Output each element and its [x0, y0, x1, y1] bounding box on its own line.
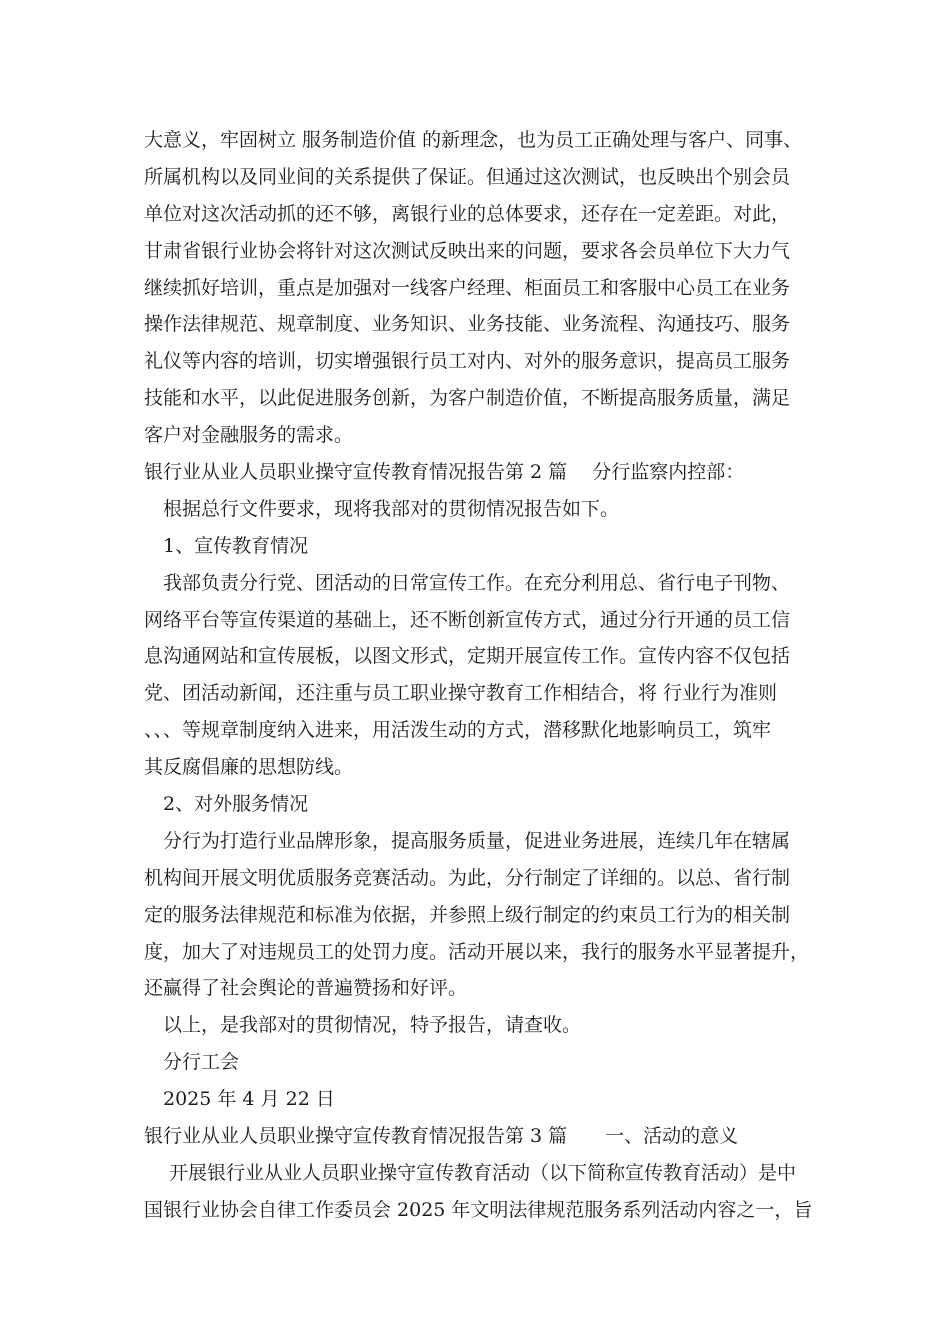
document-body [144, 122, 813, 1229]
body-line: 单位对这次活动抓的还不够，离银行业的总体要求，还存在一定差距。对此， [144, 202, 791, 225]
body-line: 党、团活动新闻，还注重与员工职业操守教育工作相结合，将 行业行为准则 [144, 682, 778, 705]
body-line: 大意义，牢固树立 服务制造价值 的新理念，也为员工正确处理与客户、同事、 [144, 129, 803, 151]
body-line: 还赢得了社会舆论的普遍赞扬和好评。 [144, 977, 468, 1000]
body-line: 操作法律规范、规章制度、业务知识、业务技能、业务流程、沟通技巧、服务 [144, 313, 791, 336]
signature-organization: 分行工会 [144, 1051, 240, 1074]
body-line: 甘肃省银行业协会将针对这次测试反映出来的问题，要求各会员单位下大力气 [144, 239, 791, 262]
subheading: 1、宣传教育情况 [144, 534, 309, 557]
subheading: 2、对外服务情况 [144, 793, 309, 816]
body-line: 根据总行文件要求，现将我部对的贯彻情况报告如下。 [144, 497, 620, 520]
body-line: 礼仪等内容的培训，切实增强银行员工对内、对外的服务意识，提高员工服务 [144, 350, 791, 373]
body-line: 机构间开展文明优质服务竞赛活动。为此，分行制定了详细的。以总、省行制 [144, 866, 791, 889]
body-line: 继续抓好培训，重点是加强对一线客户经理、柜面员工和客服中心员工在业务 [144, 276, 791, 299]
body-line: 息沟通网站和宣传展板，以图文形式，定期开展宣传工作。宣传内容不仅包括 [144, 645, 791, 668]
section-heading-3: 银行业从业人员职业操守宣传教育情况报告第 3 篇 一、活动的意义 [144, 1125, 739, 1148]
body-line: 技能和水平，以此促进服务创新，为客户制造价值，不断提高服务质量，满足 [144, 387, 791, 410]
body-line: 开展银行业从业人员职业操守宣传教育活动（以下简称宣传教育活动）是中 [144, 1161, 797, 1184]
body-line: 其反腐倡廉的思想防线。 [144, 756, 354, 779]
section-heading-2: 银行业从业人员职业操守宣传教育情况报告第 2 篇 分行监察内控部： [144, 461, 745, 484]
body-line: 定的服务法律规范和标准为依据，并参照上级行制定的约束员工行为的相关制 [144, 903, 791, 926]
body-line: 分行为打造行业品牌形象，提高服务质量，促进业务进展，连续几年在辖属 [144, 829, 791, 852]
signature-date: 2025 年 4 月 22 日 [144, 1088, 335, 1111]
body-line: 以上，是我部对的贯彻情况，特予报告，请查收。 [144, 1014, 582, 1037]
body-line: 度，加大了对违规员工的处罚力度。活动开展以来，我行的服务水平显著提升， [144, 940, 810, 963]
body-line: 客户对金融服务的需求。 [144, 424, 354, 447]
body-line: 、、、等规章制度纳入进来，用活泼生动的方式，潜移默化地影响员工，筑牢 [144, 719, 772, 742]
body-line: 我部负责分行党、团活动的日常宣传工作。在充分利用总、省行电子刊物、 [144, 571, 791, 594]
body-line: 所属机构以及同业间的关系提供了保证。但通过这次测试，也反映出个别会员 [144, 165, 791, 188]
body-line: 网络平台等宣传渠道的基础上，还不断创新宣传方式，通过分行开通的员工信 [144, 608, 791, 631]
body-line: 国银行业协会自律工作委员会 2025 年文明法律规范服务系列活动内容之一，旨 [144, 1198, 813, 1221]
